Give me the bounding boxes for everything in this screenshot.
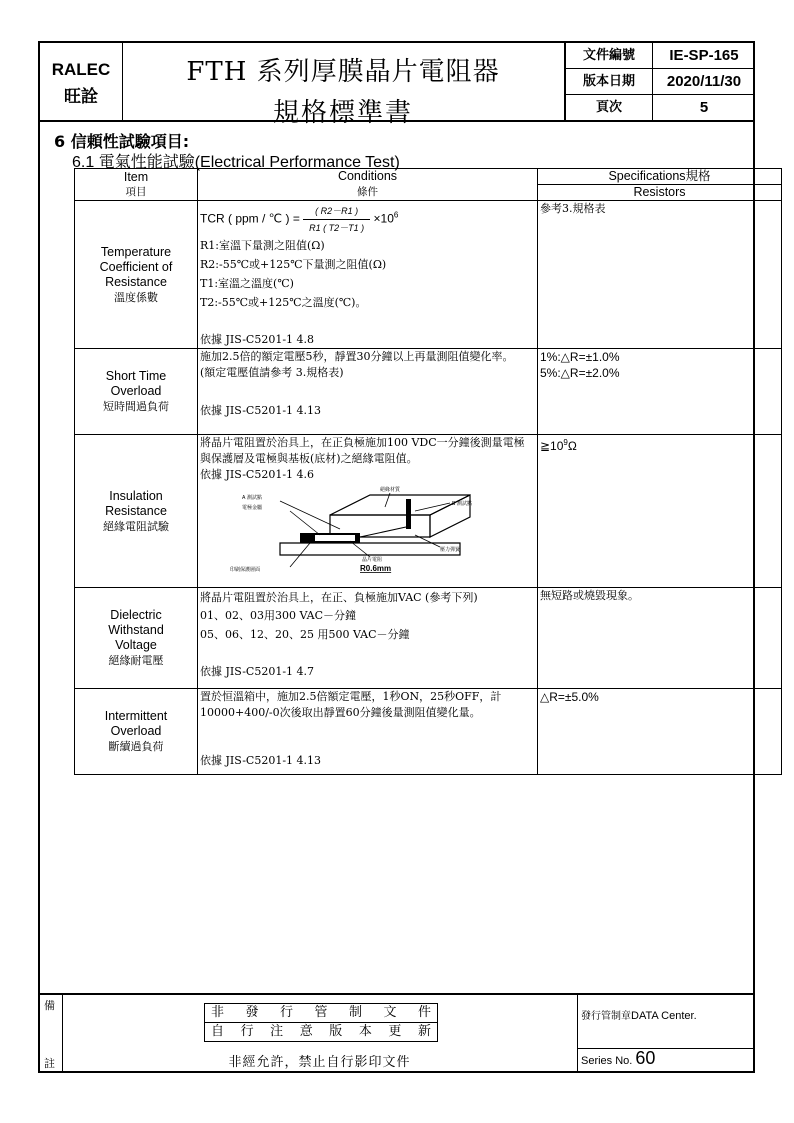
formula-suffix: ×10	[373, 211, 394, 226]
notice-line: 非 發 行 管 制 文 件	[211, 1005, 431, 1020]
condition-reference: 依據 JIS-C5201-1 4.13	[200, 754, 322, 767]
meta-block	[564, 43, 755, 120]
row-conditions	[198, 435, 538, 588]
table-row	[75, 201, 782, 349]
row-item	[75, 689, 198, 775]
remarks-label	[40, 995, 63, 1073]
document-footer	[40, 993, 753, 1073]
section-heading: 信頼性試驗項目:	[70, 132, 190, 151]
item-zh: 絕緣電阻試驗	[103, 519, 169, 533]
meta-row-page	[566, 95, 755, 120]
document-header	[40, 43, 753, 128]
issue-stamp-en: DATA Center.	[631, 1010, 697, 1022]
meta-value: 2020/11/30	[666, 73, 742, 90]
condition-reference: 依據 JIS-C5201-1 4.8	[200, 333, 315, 346]
row-specification	[538, 349, 782, 435]
series-value: 60	[635, 1048, 656, 1068]
item-en: Overload	[110, 384, 162, 398]
condition-line: 將晶片電阻置於治具上，在正、負極施加VAC (參考下列)	[200, 591, 478, 604]
condition-line: 05、06、12、20、25 用500 VAC－分鐘	[200, 628, 410, 641]
series-label: Series No.	[581, 1055, 633, 1067]
tcr-formula	[200, 203, 535, 236]
fig-label-spring: 壓力彈簧	[440, 547, 461, 553]
condition-line: T2:-55℃或+125℃之溫度(℃)。	[200, 296, 367, 309]
header-spec-top: Specifications規格	[538, 169, 781, 185]
row-conditions	[198, 588, 538, 689]
spec-exponent: 9	[563, 438, 568, 447]
item-en: Overload	[110, 724, 162, 738]
fig-label-protective-layer: 印刷保護層面	[230, 567, 261, 573]
meta-key: 頁次	[566, 95, 653, 120]
page-frame	[38, 41, 755, 1073]
table-row	[75, 349, 782, 435]
item-en: Resistance	[105, 274, 167, 289]
row-item	[75, 588, 198, 689]
item-en: Insulation	[109, 488, 163, 503]
spec-line: 1%:△R=±1.0%	[540, 350, 620, 364]
copy-restriction: 非經允許，禁止自行影印文件	[228, 1055, 411, 1070]
header-spec-sub: Resistors	[633, 185, 686, 199]
company-name-en: RALEC	[51, 60, 111, 79]
issue-stamp-zh: 發行管制章	[581, 1011, 631, 1022]
issue-control	[577, 995, 753, 1073]
item-zh: 短時間過負荷	[103, 400, 169, 413]
item-zh: 斷續過負荷	[108, 740, 164, 753]
row-specification	[538, 689, 782, 775]
condition-reference: 依據 JIS-C5201-1 4.7	[200, 665, 315, 678]
header-item	[75, 169, 198, 201]
fig-label-a-point: A 測試點	[242, 495, 263, 501]
item-en: Resistance	[105, 503, 167, 518]
condition-line: (額定電壓值請參考 3.規格表)	[200, 366, 344, 379]
footer-remarks	[62, 995, 578, 1073]
row-item	[75, 349, 198, 435]
company-block	[40, 43, 123, 120]
row-conditions	[198, 689, 538, 775]
row-item	[75, 435, 198, 588]
spec-line: 參考3.規格表	[540, 202, 606, 215]
meta-key: 版本日期	[566, 69, 653, 94]
spec-prefix: ≧10	[540, 439, 564, 453]
condition-reference: 依據 JIS-C5201-1 4.13	[200, 404, 322, 417]
series-number	[581, 1048, 655, 1069]
item-en: Temperature	[100, 244, 172, 259]
item-en: Coefficient of	[99, 259, 173, 274]
spec-table	[74, 168, 782, 775]
condition-line: 依據 JIS-C5201-1 4.6	[200, 468, 315, 481]
row-item	[75, 201, 198, 349]
header-item-en: Item	[123, 169, 149, 184]
header-conditions	[198, 169, 538, 201]
meta-value: IE-SP-165	[669, 47, 739, 64]
meta-key: 文件編號	[566, 43, 653, 68]
meta-row-date	[566, 69, 755, 95]
formula-exponent: 6	[393, 210, 399, 220]
item-en: Short Time	[105, 369, 167, 383]
control-notice	[204, 1003, 438, 1042]
header-cond-en: Conditions	[337, 169, 398, 183]
document-subtitle: 規格標準書	[272, 98, 413, 128]
fig-label-electrode: 電極金屬	[242, 505, 263, 511]
fig-label-b-point: B 測試點	[452, 501, 473, 507]
spec-line	[540, 435, 779, 454]
item-en: Intermittent	[104, 709, 168, 723]
item-en: Withstand	[108, 623, 164, 637]
row-specification	[538, 435, 782, 588]
spec-line: △R=±5.0%	[540, 690, 599, 704]
section-number: 6	[54, 132, 66, 151]
document-title: FTH 系列厚膜晶片電阻器	[186, 57, 500, 87]
title-block	[122, 43, 564, 128]
item-zh: 溫度係數	[114, 290, 158, 304]
remarks-char-top: 備	[44, 999, 55, 1012]
insulation-test-fixture-figure	[220, 485, 500, 573]
condition-line: R2:-55℃或+125℃下量測之阻值(Ω)	[200, 258, 387, 271]
condition-line: 施加2.5倍的額定電壓5秒，靜置30分鐘以上再量測阻值變化率。	[200, 350, 514, 363]
formula-fraction	[303, 203, 370, 236]
table-row	[75, 588, 782, 689]
spec-line: 5%:△R=±2.0%	[540, 366, 620, 380]
row-conditions	[198, 349, 538, 435]
fig-label-radius: R0.6mm	[360, 564, 392, 573]
remarks-char-bottom: 註	[44, 1057, 55, 1070]
condition-line: R1:室溫下量測之阻值(Ω)	[200, 239, 325, 252]
spec-line: 無短路或燒毀現象。	[540, 589, 639, 602]
formula-prefix: TCR ( ppm / ℃ ) =	[200, 211, 300, 226]
table-header-row	[75, 169, 782, 201]
table-row	[75, 435, 782, 588]
meta-value: 5	[699, 99, 709, 116]
spec-suffix: Ω	[567, 439, 577, 453]
notice-line: 自 行 注 意 版 本 更 新	[205, 1022, 437, 1041]
fig-label-chip-resistor: 晶片電阻	[362, 557, 383, 563]
formula-numerator: ( R2－R1 )	[303, 203, 370, 220]
condition-line: T1:室溫之溫度(℃)	[200, 277, 294, 290]
header-item-zh: 項目	[125, 185, 147, 198]
header-specifications	[538, 169, 782, 201]
table-row	[75, 689, 782, 775]
item-zh: 絕緣耐電壓	[108, 654, 164, 667]
row-specification	[538, 588, 782, 689]
subsection-title: 6.1 電氣性能試驗(Electrical Performance Test)	[72, 154, 400, 171]
company-name-zh: 旺詮	[64, 87, 98, 107]
header-cond-zh: 條件	[357, 186, 378, 198]
condition-line: 01、02、03用300 VAC－分鐘	[200, 609, 357, 622]
row-specification	[538, 201, 782, 349]
issue-stamp-label	[581, 1007, 697, 1022]
formula-denominator: R1 ( T2－T1 )	[309, 223, 365, 233]
meta-row-doc-no	[566, 43, 755, 69]
fig-label-insulator: 絕緣材質	[380, 487, 401, 493]
condition-line: 將晶片電阻置於治具上，在正負極施加100 VDC一分鐘後測量電極與保護層及電極與基板(底材)之絕緣電阻值。	[200, 436, 525, 465]
row-conditions	[198, 201, 538, 349]
item-en: Dielectric	[110, 608, 162, 622]
item-en: Voltage	[115, 638, 157, 652]
condition-line: 置於恒溫箱中，施加2.5倍額定電壓，1秒ON，25秒OFF，計10000+400/-0次後取出靜置60分鐘後量測阻值變化量。	[200, 690, 502, 719]
